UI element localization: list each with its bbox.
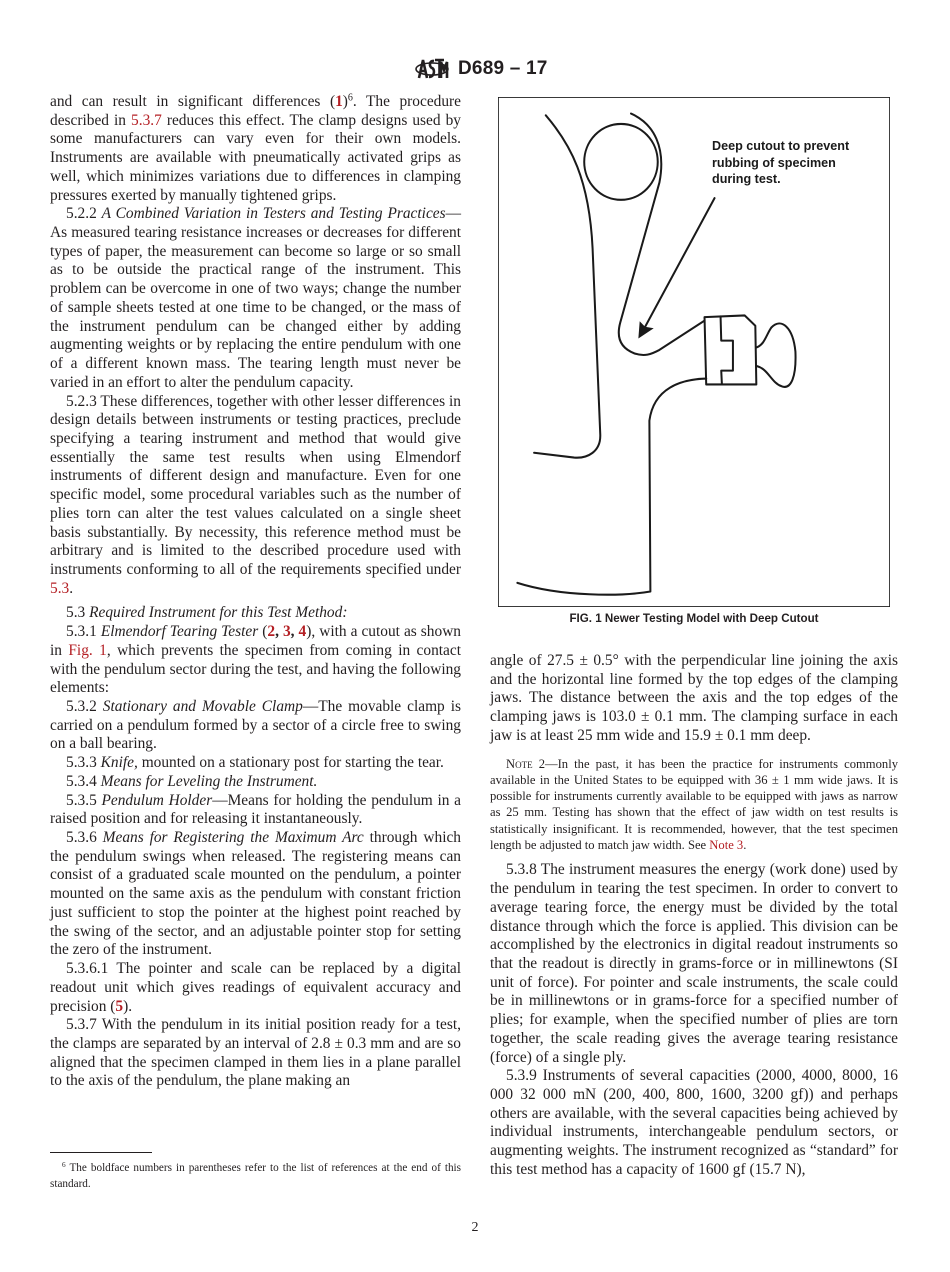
text-run: 5.3.2: [66, 698, 103, 715]
text-run: 5.3.7 With the pendulum in its initial position ready for a test, the clamps are separated by an interval of 2.8 ± 0.3 mm and are so aligned that the specimen clamped in them lies in a plane parallel to the axis of the pendulum, the plane making an: [50, 1016, 461, 1090]
text-run: . The procedure described in: [50, 93, 461, 129]
text-run: Elmendorf Tearing Tester: [100, 623, 259, 641]
text-run: 2—In the past, it has been the practice for instruments commonly available in the United States to be equipped with 36 ± 1 mm wide jaws. It is possible for instruments currently available to be equipped with jaws as narrow as 25 mm. Testing has shown that the effect of jaw width on test results is statistically insignificant. It is recommended, however, that the test specimen length be adjusted to match jaw width. See: [490, 756, 898, 853]
text-run: 5.3.6: [66, 829, 103, 847]
note-paragraph: [490, 756, 898, 854]
figure-caption: FIG. 1 Newer Testing Model with Deep Cutout: [569, 612, 819, 625]
cross-reference-link[interactable]: 1: [335, 93, 343, 110]
body-paragraph: [490, 1067, 898, 1179]
text-run: ,: [275, 623, 283, 641]
footnote: [50, 1161, 461, 1192]
annotation-line: during test.: [712, 172, 781, 186]
text-run: 5.3.3: [66, 754, 101, 772]
clamp-jaw-line: [721, 316, 733, 384]
body-paragraph: [50, 393, 461, 599]
text-run: 5.3.4: [66, 772, 101, 790]
cross-reference-link[interactable]: 5.3.7: [131, 111, 162, 129]
footnote-marker: 6: [62, 1161, 66, 1169]
text-run: Means for Registering the Maximum Arc: [102, 829, 364, 847]
text-run: angle of 27.5 ± 0.5° with the perpendicular line joining the axis and the horizontal line formed by the top edges of the clamping jaws. The distance between the axis and the top edges of the clamping jaws is 103.0 ± 0.1 mm. The clamping surface in each jaw is at least 25 mm wide and 15.9 ± 0.1 mm deep.: [490, 652, 898, 744]
body-paragraph: [50, 205, 461, 392]
annotation-line: rubbing of specimen: [712, 155, 836, 170]
pendulum-axis-circle: [584, 124, 658, 200]
cross-reference-link[interactable]: 2: [267, 623, 276, 641]
clamp-knob: [756, 324, 795, 387]
body-paragraph: [50, 754, 461, 773]
standard-designation: D689 – 17: [458, 58, 548, 79]
deep-cutout-edge: [619, 114, 705, 355]
page-number: 2: [471, 1220, 479, 1235]
figure-annotation: [712, 138, 849, 188]
text-run: ), with a cutout as shown in: [50, 623, 462, 659]
pendulum-lower-edge: [517, 379, 706, 595]
body-paragraph: [50, 93, 461, 205]
text-run: ): [342, 93, 348, 110]
text-run: 5.3: [66, 604, 90, 622]
cross-reference-link[interactable]: 5: [115, 997, 124, 1015]
text-run: —Means for holding the pendulum in a raised position and for releasing it instantaneously.: [50, 791, 461, 828]
right-column: [490, 652, 898, 1180]
text-run: Note: [506, 756, 533, 771]
text-run: ,: [290, 623, 299, 641]
text-run: reduces this effect. The clamp designs used by some manufacturers can vary even for their own models. Instruments are available with pneumatically activated grips as well, which minimizes variations due to differences in clamping pressures exerted by manually tightened grips.: [50, 111, 461, 204]
body-paragraph: [50, 792, 461, 829]
cross-reference-link[interactable]: 3: [282, 623, 291, 641]
body-paragraph: [50, 698, 461, 754]
pendulum-left-edge: [534, 115, 600, 457]
body-paragraph: [50, 1016, 461, 1091]
text-run: .: [69, 579, 74, 597]
body-paragraph: [50, 623, 461, 698]
text-run: ).: [123, 997, 133, 1015]
text-run: 5.2.2: [66, 205, 102, 223]
footnote-text: The boldface numbers in parentheses refer to the list of references at the end of this standard.: [50, 1162, 461, 1190]
left-column: [50, 93, 461, 1091]
text-run: A Combined Variation in Testers and Testing Practices: [101, 205, 446, 223]
annotation-line: Deep cutout to prevent: [712, 139, 850, 153]
cross-reference-link[interactable]: Fig. 1: [68, 641, 107, 659]
body-paragraph: [490, 652, 898, 746]
text-run: through which the pendulum swings when released. The registering means can consist of a graduated scale mounted on the pendulum, a pointer mounted on the same axis as the pendulum with constant friction just sufficient to stop the pointer at the highest point reached by the swing of the sector, and an adjustable pointer stop for setting the zero of the instrument.: [50, 829, 461, 959]
footnote-divider: [50, 1152, 152, 1153]
body-paragraph: [50, 604, 461, 623]
page-header: [414, 55, 547, 83]
text-run: .: [743, 838, 747, 853]
text-run: 5.3.9 Instruments of several capacities (2000, 4000, 8000, 16 000 32 000 mN (200, 400, 800, 1600, 3200 gf)) and perhaps others are available, with the several capacities being achieved by individual instruments, interchangeable pendulum sectors, or augmenting weights. The instrument recognized as “standard” for this test method has a capacity of 1600 gf (15.7 N),: [490, 1067, 898, 1178]
body-paragraph: [50, 773, 461, 792]
text-run: 5.3.8 The instrument measures the energy (work done) used by the pendulum in tearing the test specimen. In order to convert to average tearing force, the energy must be divided by the total distance through which the force is applied. This division can be accomplished by the electronics in digital readout instruments so that the readout is directly in grams-force or in millinewtons (SI unit of force). For pointer and scale instruments, the scale could be in millinewtons or in grams-force for a specified number of plies; for example, when the specified number of plies are torn together, the scale reading gives the average tearing resistance (force) of a single ply.: [490, 861, 898, 1066]
text-run: —As measured tearing resistance increases or decreases for different types of paper, the measurement can become so large or so small as to be outside the practical range of the instrument. This problem can be overcome in one of two ways; change the number of sample sheets tested at one time to be changed, or the mass of the instrument pendulum can be changed either by adding augmenting weights or by replacing the entire pendulum with one of a different known mass. The tearing length must never be varied in an effort to alter the pendulum capacity.: [50, 205, 461, 391]
text-run: Pendulum Holder: [101, 791, 213, 809]
astm-logo-icon: [414, 56, 450, 82]
text-run: Knife,: [100, 754, 138, 772]
text-run: Means for Leveling the Instrument.: [100, 772, 318, 790]
text-run: —The movable clamp is carried on a pendulum formed by a sector of a circle free to swing on a ball bearing.: [50, 698, 461, 753]
text-run: Stationary and Movable Clamp: [102, 698, 303, 715]
arrow-line: [641, 198, 715, 334]
text-run: , which prevents the specimen from coming in contact with the pendulum sector during the test, and having the following elements:: [50, 641, 461, 697]
text-run: 5.3.5: [66, 791, 102, 809]
text-run: (: [258, 623, 268, 641]
text-run: 5.2.3 These differences, together with other lesser differences in design details between instruments or testing practices, preclude specifying a tearing instrument and method that would give essentially the same test results when using Elmendorf instruments of different design and manufacture. Even for one specific model, some procedural variables such as the number of plies torn can alter the test values calculated on a single sheet basis substantially. By necessity, this reference method must be arbitrary and is limited to the described procedure used with instruments conforming to all of the requirements specified under: [50, 392, 461, 578]
text-run: 5.3.1: [66, 623, 101, 641]
body-paragraph: [490, 861, 898, 1067]
text-run: mounted on a stationary post for starting the tear.: [137, 754, 444, 772]
clamp-body: [705, 315, 757, 384]
body-paragraph: [50, 829, 461, 960]
text-run: and can result in significant differences (: [50, 93, 336, 110]
text-run: 5.3.6.1 The pointer and scale can be replaced by a digital readout unit which gives readings of equivalent accuracy and precision (: [50, 960, 461, 1015]
body-paragraph: [50, 960, 461, 1016]
cross-reference-link[interactable]: 4: [298, 623, 307, 641]
cross-reference-link[interactable]: 5.3: [50, 579, 70, 597]
cross-reference-link[interactable]: Note 3: [709, 838, 744, 853]
text-run: Required Instrument for this Test Method:: [89, 604, 348, 622]
footnote-reference: 6: [347, 92, 353, 104]
